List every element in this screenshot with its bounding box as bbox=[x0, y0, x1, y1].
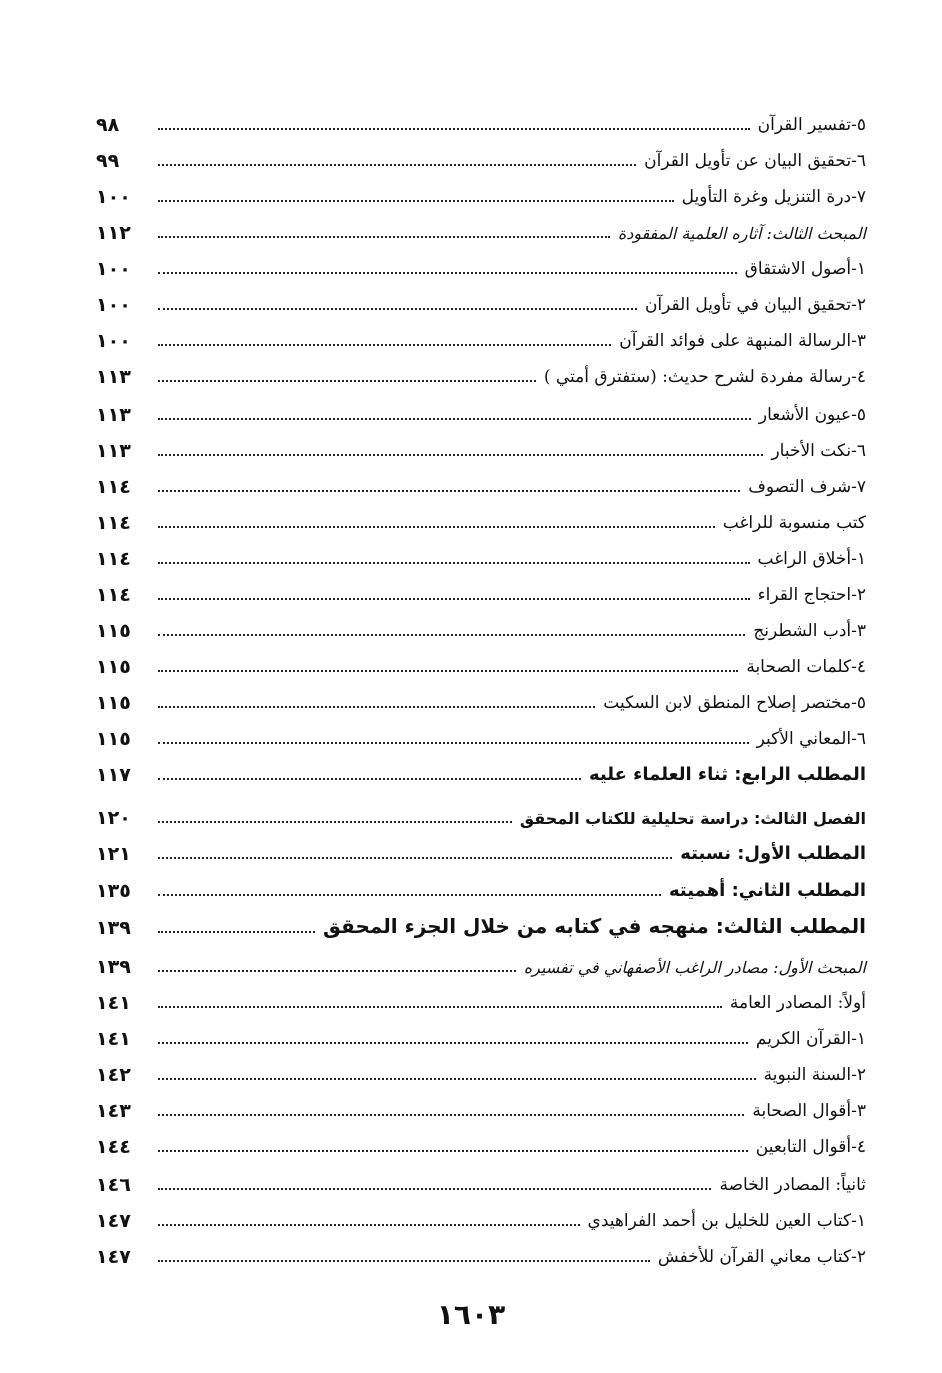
toc-entry-title: ٦-تحقيق البيان عن تأويل القرآن bbox=[644, 151, 866, 171]
dot-leader bbox=[158, 1224, 580, 1226]
toc-entry bbox=[96, 1234, 866, 1270]
dot-leader bbox=[158, 931, 315, 933]
toc-page-number: ١٢٠ bbox=[96, 807, 131, 829]
toc-entry bbox=[96, 246, 866, 282]
toc-page-number: ١١٤ bbox=[96, 584, 131, 606]
toc-entry-title: ٧-درة التنزيل وغرة التأويل bbox=[681, 187, 866, 207]
dot-leader bbox=[158, 1188, 711, 1190]
toc-entry bbox=[96, 716, 866, 752]
dot-leader bbox=[158, 778, 581, 780]
toc-entry-title: ٣-أقوال الصحابة bbox=[752, 1101, 866, 1121]
dot-leader bbox=[158, 857, 672, 859]
dot-leader bbox=[158, 236, 610, 238]
toc-page-number: ١١٥ bbox=[96, 692, 131, 714]
dot-leader bbox=[158, 706, 595, 708]
toc-entry bbox=[96, 282, 866, 318]
toc-entry bbox=[96, 795, 866, 831]
toc-entry bbox=[96, 1124, 866, 1160]
toc-page-number: ١١٤ bbox=[96, 476, 131, 498]
toc-page-number: ١١٤ bbox=[96, 548, 131, 570]
toc-entry-title: المبحث الثالث: آثاره العلمية المفقودة bbox=[617, 224, 866, 243]
dot-leader bbox=[158, 562, 750, 564]
dot-leader bbox=[158, 164, 636, 166]
dot-leader bbox=[158, 1006, 722, 1008]
toc-entry bbox=[96, 536, 866, 572]
toc-page-number: ١٠٠ bbox=[96, 186, 131, 208]
dot-leader bbox=[158, 821, 512, 823]
toc-entry bbox=[96, 174, 866, 210]
toc-entry-title: ثانياً: المصادر الخاصة bbox=[719, 1175, 866, 1195]
toc-entry-title: ٤-كلمات الصحابة bbox=[746, 657, 866, 677]
toc-entry bbox=[96, 392, 866, 428]
toc-entry bbox=[96, 1198, 866, 1234]
toc-entry-title: ٣-الرسالة المنبهة على فوائد القرآن bbox=[619, 331, 866, 351]
toc-page-number: ١١٣ bbox=[96, 366, 131, 388]
toc-entry bbox=[96, 102, 866, 138]
toc-entry-title: ٥-تفسير القرآن bbox=[757, 115, 866, 135]
toc-entry-title: ١-أصول الاشتقاق bbox=[744, 259, 866, 279]
toc-entry bbox=[96, 905, 866, 941]
toc-entry bbox=[96, 572, 866, 608]
toc-page-number: ١٣٥ bbox=[96, 880, 131, 902]
toc-entry-title: ١-القرآن الكريم bbox=[755, 1029, 866, 1049]
toc-entry-title: ٣-أدب الشطرنج bbox=[753, 621, 866, 641]
toc-entry bbox=[96, 354, 866, 390]
toc-page-number: ٩٨ bbox=[96, 114, 120, 136]
dot-leader bbox=[158, 418, 751, 420]
toc-entry-title: أولاً: المصادر العامة bbox=[729, 993, 866, 1013]
toc-entry bbox=[96, 1052, 866, 1088]
toc-entry bbox=[96, 644, 866, 680]
toc-page-number: ١٤١ bbox=[96, 1028, 131, 1050]
toc-page-number: ١١٥ bbox=[96, 656, 131, 678]
toc-entry-title: ٦-المعاني الأكبر bbox=[756, 729, 866, 749]
toc-page-number: ١٠٠ bbox=[96, 258, 131, 280]
dot-leader bbox=[158, 490, 740, 492]
toc-entry-title: ٥-مختصر إصلاح المنطق لابن السكيت bbox=[603, 693, 866, 713]
toc-entry-title: ٤-رسالة مفردة لشرح حديث: (ستفترق أمتي ) bbox=[543, 367, 866, 387]
toc-page-number: ١٢١ bbox=[96, 843, 131, 865]
toc-page-number: ١١٧ bbox=[96, 764, 131, 786]
toc-entry-title: ١-أخلاق الراغب bbox=[757, 549, 866, 569]
toc-entry bbox=[96, 608, 866, 644]
toc-page-number: ١١٣ bbox=[96, 404, 131, 426]
dot-leader bbox=[158, 272, 737, 274]
toc-page-number: ١٠٠ bbox=[96, 294, 131, 316]
toc-entry bbox=[96, 138, 866, 174]
toc-page-number: ٩٩ bbox=[96, 150, 120, 172]
toc-page-number: ١٣٩ bbox=[96, 917, 131, 939]
toc-entry bbox=[96, 1162, 866, 1198]
toc-page-number: ١٤١ bbox=[96, 992, 131, 1014]
toc-entry-title: المطلب الأول: نسبته bbox=[680, 843, 866, 864]
toc-entry-title: المطلب الرابع: ثناء العلماء عليه bbox=[589, 764, 866, 785]
dot-leader bbox=[158, 200, 674, 202]
toc-entry bbox=[96, 500, 866, 536]
toc-page-number: ١٤٦ bbox=[96, 1174, 131, 1196]
dot-leader bbox=[158, 526, 715, 528]
toc-page-number: ١١٤ bbox=[96, 512, 131, 534]
dot-leader bbox=[158, 1150, 748, 1152]
toc-entry bbox=[96, 210, 866, 246]
dot-leader bbox=[158, 1078, 756, 1080]
dot-leader bbox=[158, 308, 637, 310]
dot-leader bbox=[158, 344, 611, 346]
toc-entry-title: ٢-كتاب معاني القرآن للأخفش bbox=[657, 1247, 866, 1267]
dot-leader bbox=[158, 634, 745, 636]
dot-leader bbox=[158, 894, 661, 896]
dot-leader bbox=[158, 128, 750, 130]
toc-page-number: ١٠٠ bbox=[96, 330, 131, 352]
dot-leader bbox=[158, 742, 749, 744]
dot-leader bbox=[158, 380, 536, 382]
toc-page-number: ١١٣ bbox=[96, 440, 131, 462]
toc-entry-title: ٧-شرف التصوف bbox=[748, 477, 866, 497]
toc-entry bbox=[96, 464, 866, 500]
toc-page-number: ١٤٤ bbox=[96, 1136, 131, 1158]
toc-entry bbox=[96, 1088, 866, 1124]
dot-leader bbox=[158, 598, 750, 600]
dot-leader bbox=[158, 970, 516, 972]
toc-entry-title: ٢-السنة النبوية bbox=[763, 1065, 866, 1085]
toc-page-number: ١٤٧ bbox=[96, 1210, 131, 1232]
toc-entry bbox=[96, 1016, 866, 1052]
toc-entry-title: ٦-نكت الأخبار bbox=[771, 441, 866, 461]
toc-entry-title: المطلب الثالث: منهجه في كتابه من خلال الجزء المحقق bbox=[323, 914, 866, 938]
toc-page-number: ١٤٧ bbox=[96, 1246, 131, 1268]
toc-page-number: ١٤٢ bbox=[96, 1064, 131, 1086]
dot-leader bbox=[158, 454, 763, 456]
toc-page-number: ١٣٩ bbox=[96, 956, 131, 978]
toc-entry-title: ١-كتاب العين للخليل بن أحمد الفراهيدي bbox=[587, 1211, 866, 1231]
toc-entry-title: ٢-احتجاج القراء bbox=[757, 585, 866, 605]
dot-leader bbox=[158, 1042, 748, 1044]
toc-entry-title: كتب منسوبة للراغب bbox=[722, 513, 866, 533]
dot-leader bbox=[158, 1260, 650, 1262]
dot-leader bbox=[158, 1114, 744, 1116]
toc-page-number: ١١٢ bbox=[96, 222, 131, 244]
toc-entry bbox=[96, 680, 866, 716]
toc-entry-title: المبحث الأول: مصادر الراغب الأصفهاني في تفسيره bbox=[523, 958, 866, 977]
toc-entry bbox=[96, 944, 866, 980]
toc-entry bbox=[96, 428, 866, 464]
toc-entry bbox=[96, 868, 866, 904]
toc-entry bbox=[96, 752, 866, 788]
page-number: ١٦٠٣ bbox=[436, 1298, 506, 1331]
toc-page-number: ١١٥ bbox=[96, 728, 131, 750]
toc-entry bbox=[96, 318, 866, 354]
toc-entry-title: ٥-عيون الأشعار bbox=[758, 405, 866, 425]
toc-entry bbox=[96, 980, 866, 1016]
toc-entry-title: الفصل الثالث: دراسة تحليلية للكتاب المحقق bbox=[519, 809, 866, 828]
dot-leader bbox=[158, 670, 738, 672]
toc-entry-title: المطلب الثاني: أهميته bbox=[669, 880, 866, 901]
toc-page-number: ١١٥ bbox=[96, 620, 131, 642]
toc-entry-title: ٢-تحقيق البيان في تأويل القرآن bbox=[644, 295, 866, 315]
toc-entry-title: ٤-أقوال التابعين bbox=[755, 1137, 866, 1157]
toc-page-number: ١٤٣ bbox=[96, 1100, 131, 1122]
toc-entry bbox=[96, 831, 866, 867]
